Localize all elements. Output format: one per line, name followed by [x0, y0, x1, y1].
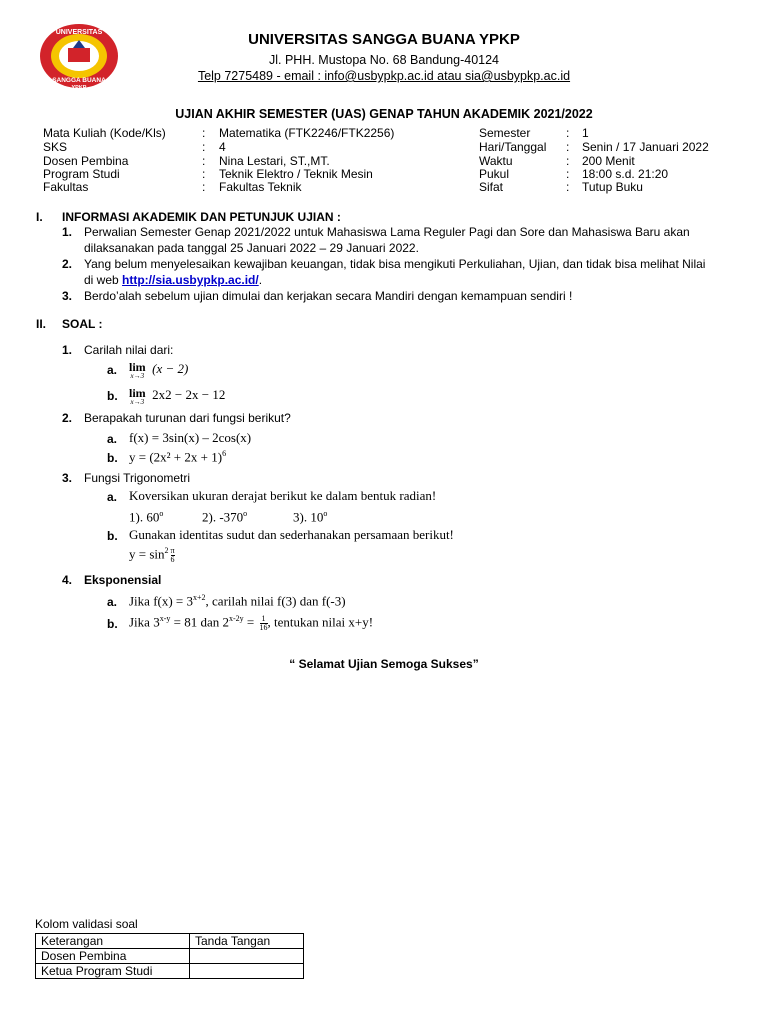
- question-4-text: Eksponensial: [84, 573, 162, 587]
- question-3b-text: Gunakan identitas sudut dan sederhanakan persamaan berikut!: [129, 527, 454, 542]
- option-value: 1). 60: [129, 509, 160, 525]
- info-label-time: Pukul: [479, 167, 510, 181]
- table-cell: Ketua Program Studi: [36, 964, 190, 979]
- lim-subscript: x→3: [130, 398, 145, 406]
- info-label-sks: SKS: [43, 140, 68, 154]
- info-sep: :: [202, 140, 206, 154]
- info-sep: :: [202, 126, 206, 140]
- question-2b-expr: [129, 449, 226, 465]
- question-3a-option-1: [129, 509, 163, 525]
- info-item-number: 3.: [62, 289, 73, 303]
- question-4a-power: x+2: [193, 593, 206, 602]
- fraction-numerator: 1: [261, 613, 266, 623]
- info-label-date: Hari/Tanggal: [479, 140, 547, 154]
- info-value-time: 18:00 s.d. 21:20: [582, 167, 669, 181]
- sub-question-label: a.: [107, 595, 118, 609]
- info-value-type: Tutup Buku: [582, 180, 643, 194]
- question-4a-post: , carilah nilai f(3) dan f(-3): [205, 593, 346, 609]
- info-item-2-suffix: .: [258, 273, 263, 287]
- info-value-lecturer: Nina Lestari, ST.,MT.: [219, 154, 330, 168]
- closing-message: “ Selamat Ujian Semoga Sukses”: [289, 657, 479, 671]
- question-1a-body: (x − 2): [152, 361, 189, 376]
- fraction-denominator: 16: [259, 622, 268, 632]
- question-3b-expr: [129, 546, 175, 564]
- question-2-text: Berapakah turunan dari fungsi berikut?: [84, 411, 291, 425]
- table-row: [36, 964, 304, 979]
- validation-title: Kolom validasi soal: [35, 917, 138, 931]
- question-4b-pre: Jika 3: [129, 614, 160, 630]
- question-3a-text: Koversikan ukuran derajat berikut ke dalam bentuk radian!: [129, 488, 437, 503]
- question-1b-expr: [129, 387, 225, 406]
- info-value-semester: 1: [582, 126, 589, 140]
- sia-link[interactable]: http://sia.usbypkp.ac.id/: [122, 273, 259, 287]
- limit-operator: [129, 361, 146, 380]
- university-address: Jl. PHH. Mustopa No. 68 Bandung-40124: [269, 53, 499, 67]
- question-number: 2.: [62, 411, 73, 425]
- section1-number: I.: [36, 210, 43, 224]
- section2-title: SOAL :: [62, 317, 103, 331]
- info-item-number: 1.: [62, 225, 73, 239]
- sub-question-label: b.: [107, 389, 118, 403]
- degree-mark: o: [323, 509, 328, 518]
- info-sep: :: [566, 180, 570, 194]
- fraction-denominator: 6: [170, 554, 175, 564]
- lim-word: lim: [129, 386, 146, 400]
- info-item-2-prefix: di web: [84, 273, 123, 287]
- question-number: 3.: [62, 471, 73, 485]
- info-item-1-line2: dilaksanakan pada tanggal 25 Januari 2022 – 29 Januari 2022.: [84, 241, 419, 255]
- sub-question-label: a.: [107, 490, 118, 504]
- fraction: [260, 615, 268, 632]
- info-item-1-line1: Perwalian Semester Genap 2021/2022 untuk Mahasiswa Lama Reguler Pagi dan Sore dan Mahasiswa Baru akan: [84, 225, 690, 239]
- logo-text-bottom: SANGGA BUANA: [52, 77, 106, 84]
- signature-cell: [190, 964, 304, 979]
- university-name: UNIVERSITAS SANGGA BUANA YPKP: [248, 31, 520, 48]
- question-2a-expr: f(x) = 3sin(x) – 2cos(x): [129, 430, 252, 445]
- info-item-2-line1: Yang belum menyelesaikan kewajiban keuangan, tidak bisa mengikuti Perkuliahan, Ujian, dan tidak bisa melihat Nilai: [84, 257, 706, 271]
- question-1a-expr: [129, 361, 188, 380]
- question-1-text: Carilah nilai dari:: [84, 343, 174, 357]
- question-4a-pre: Jika f(x) = 3: [129, 593, 194, 609]
- question-4b-power-2: x-2y: [228, 614, 244, 623]
- info-label-duration: Waktu: [479, 154, 513, 168]
- info-value-date: Senin / 17 Januari 2022: [582, 140, 709, 154]
- table-row: [36, 949, 304, 964]
- table-header-cell: Tanda Tangan: [190, 934, 304, 949]
- lim-word: lim: [129, 360, 146, 374]
- info-sep: :: [202, 167, 206, 181]
- info-label-program: Program Studi: [43, 167, 120, 181]
- question-4b-expr: [129, 614, 373, 632]
- sub-question-label: b.: [107, 529, 118, 543]
- section2-number: II.: [36, 317, 47, 331]
- question-3b-power: 2: [164, 546, 169, 555]
- sub-question-label: b.: [107, 451, 118, 465]
- question-2b-power: 6: [222, 449, 227, 458]
- info-label-type: Sifat: [479, 180, 504, 194]
- question-3b-base: y = sin: [129, 546, 165, 562]
- limit-operator: [129, 387, 146, 406]
- info-value-course: Matematika (FTK2246/FTK2256): [219, 126, 395, 140]
- question-4b-mid: = 81 dan 2: [170, 614, 229, 630]
- info-value-program: Teknik Elektro / Teknik Mesin: [219, 167, 373, 181]
- info-item-2-line2: [84, 273, 262, 287]
- info-label-lecturer: Dosen Pembina: [43, 154, 129, 168]
- table-cell: Dosen Pembina: [36, 949, 190, 964]
- table-header-cell: Keterangan: [36, 934, 190, 949]
- university-contact: Telp 7275489 - email : info@usbypkp.ac.id atau sia@usbypkp.ac.id: [197, 69, 571, 83]
- option-value: 3). 10: [293, 509, 324, 525]
- question-4b-post: , tentukan nilai x+y!: [267, 614, 374, 630]
- fraction: [171, 547, 175, 564]
- info-label-semester: Semester: [479, 126, 531, 140]
- validation-table: [35, 933, 304, 979]
- question-number: 4.: [62, 573, 73, 587]
- exam-title: UJIAN AKHIR SEMESTER (UAS) GENAP TAHUN AKADEMIK 2021/2022: [175, 107, 593, 121]
- question-4b-eq: =: [243, 614, 258, 630]
- info-sep: :: [202, 180, 206, 194]
- info-sep: :: [202, 154, 206, 168]
- question-3-text: Fungsi Trigonometri: [84, 471, 191, 485]
- info-value-faculty: Fakultas Teknik: [219, 180, 302, 194]
- question-1b-body: 2x2 − 2x − 12: [152, 387, 226, 402]
- info-sep: :: [566, 140, 570, 154]
- info-value-sks: 4: [219, 140, 226, 154]
- degree-mark: o: [243, 509, 248, 518]
- section1-title: INFORMASI AKADEMIK DAN PETUNJUK UJIAN :: [62, 210, 341, 224]
- lim-subscript: x→3: [130, 372, 145, 380]
- question-2b-base: y = (2x² + 2x + 1): [129, 449, 223, 465]
- question-3a-option-3: [293, 509, 327, 525]
- sub-question-label: b.: [107, 617, 118, 631]
- signature-cell: [190, 949, 304, 964]
- info-label-faculty: Fakultas: [43, 180, 89, 194]
- fraction-numerator: π: [170, 545, 175, 555]
- logo-text-top: UNIVERSITAS: [55, 29, 103, 36]
- question-3a-option-2: [202, 509, 247, 525]
- sub-question-label: a.: [107, 363, 118, 377]
- question-4a-expr: [129, 593, 346, 609]
- question-4b-power-1: x-y: [159, 614, 171, 623]
- degree-mark: o: [159, 509, 164, 518]
- info-item-number: 2.: [62, 257, 73, 271]
- table-row: [36, 934, 304, 949]
- info-label-course: Mata Kuliah (Kode/Kls): [43, 126, 166, 140]
- sub-question-label: a.: [107, 432, 118, 446]
- option-value: 2). -370: [202, 509, 244, 525]
- info-sep: :: [566, 126, 570, 140]
- info-sep: :: [566, 167, 570, 181]
- info-sep: :: [566, 154, 570, 168]
- question-number: 1.: [62, 343, 73, 357]
- info-item-3-line1: Berdo’alah sebelum ujian dimulai dan kerjakan secara Mandiri dengan kemampuan sendiri !: [84, 289, 573, 303]
- logo-text-ypkp: YPKP: [71, 85, 87, 91]
- info-value-duration: 200 Menit: [582, 154, 635, 168]
